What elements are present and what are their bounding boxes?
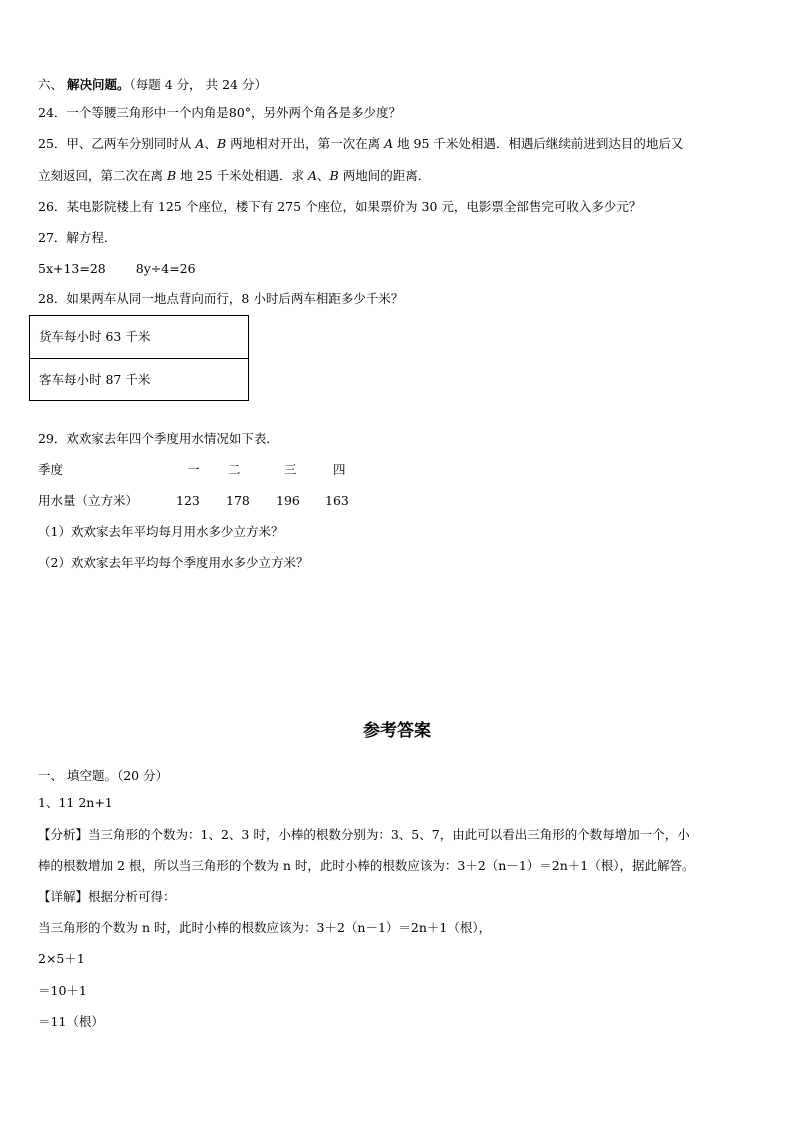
quarter-header-label: 季度 [38, 462, 64, 477]
equation-1: 5x+13=28 [38, 261, 106, 276]
question-26: 26．某电影院楼上有 125 个座位，楼下有 275 个座位，如果票价为 30 元，电影票全部售完可收入多少元？ [38, 199, 642, 214]
detail-step-4: ＝11（根） [38, 1014, 104, 1029]
answers-section-1: 一、 填空题。（20 分） [38, 768, 169, 783]
water-usage-value: 163 [325, 493, 349, 508]
water-usage-label: 用水量（立方米） [38, 493, 139, 508]
analysis-line-2: 棒的根数增加 2 根，所以当三角形的个数为 n 时，此时小棒的根数应该为：3＋2（n－1）＝2n＋1（根），据此解答。 [38, 858, 695, 873]
analysis-line-1: 【分析】当三角形的个数为：1、2、3 时，小棒的根数分别为：3、5、7，由此可以看出三角形的个数每增加一个，小 [38, 827, 690, 842]
question-27-title: 27．解方程． [38, 230, 117, 245]
question-28: 28．如果两车从同一地点背向而行，8 小时后两车相距多少千米？ [38, 291, 404, 306]
section-score: （每题 4 分， 共 24 分） [129, 77, 267, 92]
point-b-label: B [329, 168, 339, 183]
detail-step-3: ＝10＋1 [38, 983, 87, 998]
answer-1: 1、11 2n+1 [38, 795, 113, 810]
point-a-label: A [384, 136, 394, 151]
point-b-label: B [166, 168, 177, 183]
detail-step-1: 当三角形的个数为 n 时，此时小棒的根数应该为：3＋2（n－1）＝2n＋1（根）， [38, 920, 492, 935]
point-a-label: A [195, 136, 205, 151]
question-24: 24．一个等腰三角形中一个内角是80°，另外两个角各是多少度？ [38, 105, 402, 120]
question-29: 29．欢欢家去年四个季度用水情况如下表． [38, 431, 279, 446]
vehicle-speed-table [29, 315, 249, 401]
detail-step-2: 2×5＋1 [38, 951, 85, 966]
table-row-truck: 货车每小时 63 千米 [39, 329, 151, 344]
question-25-line-1: 25．甲、乙两车分别同时从 A、B 两地相对开出，第一次在离 A 地 95 千米处相遇．相遇后继续前进到达目的地后又 [38, 136, 684, 151]
quarter-1-label: 一 [187, 462, 200, 477]
water-usage-value: 123 [176, 493, 200, 508]
quarter-3-label: 三 [284, 462, 297, 477]
water-usage-value: 196 [276, 493, 300, 508]
section-heading-6 [38, 77, 267, 93]
table-row-bus: 客车每小时 87 千米 [30, 358, 248, 400]
quarter-2-label: 二 [228, 462, 241, 477]
question-27-equations [38, 261, 196, 277]
answers-heading: 参考答案 [363, 721, 431, 741]
detail-label: 【详解】根据分析可得： [38, 889, 176, 904]
question-25-line-2: 立刻返回，第二次在离 B 地 25 千米处相遇．求 A、B 两地间的距离． [38, 168, 431, 183]
question-29-sub-1: （1）欢欢家去年平均每月用水多少立方米？ [38, 524, 284, 539]
equation-2: 8y÷4=26 [135, 261, 196, 276]
section-title: 解决问题。 [66, 77, 130, 92]
water-usage-value: 178 [226, 493, 250, 508]
question-29-sub-2: （2）欢欢家去年平均每个季度用水多少立方米？ [38, 555, 309, 570]
section-prefix: 六、 [38, 77, 67, 92]
point-a-label: A [307, 168, 318, 183]
quarter-4-label: 四 [333, 462, 346, 477]
point-b-label: B [216, 136, 227, 151]
